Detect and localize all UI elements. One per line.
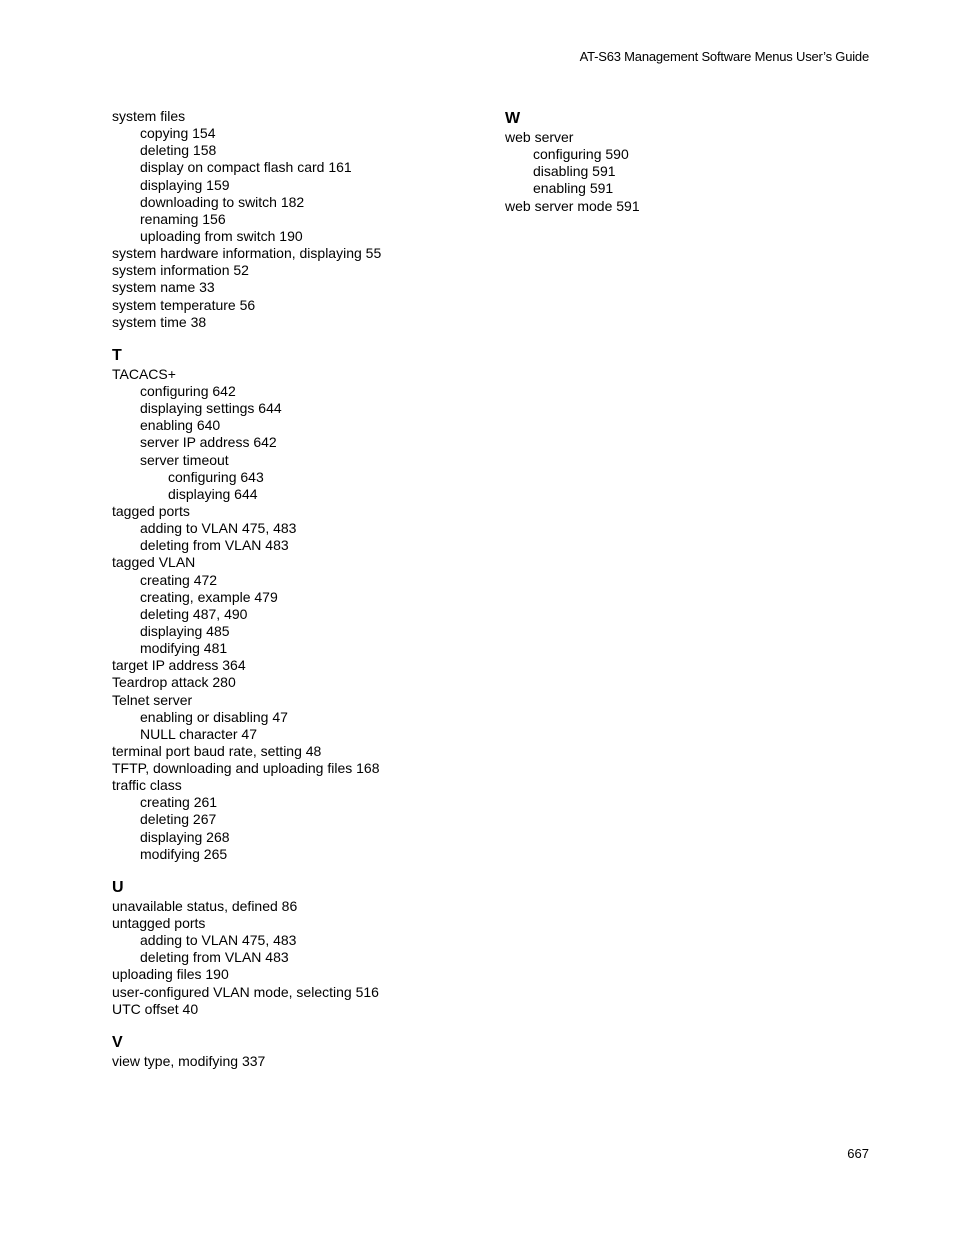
- index-subentry: creating 472: [140, 571, 218, 588]
- index-subentry: deleting 158: [140, 142, 217, 159]
- index-subentry: copying 154: [140, 125, 216, 142]
- index-subentry: configuring 590: [533, 146, 629, 163]
- index-entry: system information 52: [112, 262, 249, 279]
- index-entry: view type, modifying 337: [112, 1052, 266, 1069]
- index-subentry: server IP address 642: [140, 434, 277, 451]
- index-subentry: configuring 642: [140, 382, 236, 399]
- index-entry: target IP address 364: [112, 657, 246, 674]
- index-column-left: [112, 108, 472, 1070]
- index-entry: system temperature 56: [112, 296, 256, 313]
- index-subentry: displaying 268: [140, 828, 230, 845]
- page-header-title: AT-S63 Management Software Menus User’s Guide: [579, 49, 869, 64]
- index-subentry: enabling or disabling 47: [140, 708, 288, 725]
- index-subentry: displaying 159: [140, 176, 230, 193]
- index-subentry: modifying 481: [140, 640, 228, 657]
- index-entry: TACACS+: [112, 365, 176, 382]
- index-subentry: adding to VLAN 475, 483: [140, 932, 297, 949]
- index-entry: web server mode 591: [505, 197, 640, 214]
- index-entry: system files: [112, 108, 186, 124]
- index-subentry: renaming 156: [140, 210, 226, 227]
- index-subentry: modifying 265: [140, 845, 228, 862]
- index-subentry: disabling 591: [533, 163, 616, 180]
- index-entry: system name 33: [112, 279, 215, 296]
- index-subentry: creating, example 479: [140, 588, 278, 605]
- index-entry: user-configured VLAN mode, selecting 516: [112, 983, 379, 1000]
- index-entry: terminal port baud rate, setting 48: [112, 742, 322, 759]
- index-letter-heading: V: [112, 1033, 123, 1051]
- index-entry: tagged ports: [112, 502, 190, 519]
- index-subentry: NULL character 47: [140, 725, 257, 742]
- index-subentry: deleting 267: [140, 811, 217, 828]
- page-number: 667: [847, 1146, 869, 1161]
- index-subentry: deleting 487, 490: [140, 605, 248, 622]
- index-letter-heading: W: [505, 110, 521, 127]
- index-subentry: uploading from switch 190: [140, 227, 303, 244]
- index-subentry: server timeout: [140, 451, 229, 468]
- index-subentry: deleting from VLAN 483: [140, 949, 289, 966]
- index-subentry: downloading to switch 182: [140, 193, 305, 210]
- index-subentry: displaying 644: [168, 485, 258, 502]
- index-entry: system hardware information, displaying 55: [112, 245, 382, 262]
- index-subentry: deleting from VLAN 483: [140, 537, 289, 554]
- index-column-right: [505, 108, 865, 215]
- index-subentry: displaying settings 644: [140, 400, 282, 417]
- index-subentry: enabling 640: [140, 417, 221, 434]
- index-entry: Telnet server: [112, 691, 193, 708]
- index-entry: TFTP, downloading and uploading files 168: [112, 760, 380, 777]
- index-subentry: adding to VLAN 475, 483: [140, 520, 297, 537]
- index-subentry: configuring 643: [168, 468, 264, 485]
- index-entry: system time 38: [112, 313, 207, 330]
- index-subentry: creating 261: [140, 794, 218, 811]
- index-entry: traffic class: [112, 777, 182, 794]
- index-entry: unavailable status, defined 86: [112, 897, 298, 914]
- index-letter-heading: T: [112, 346, 122, 364]
- index-entry: UTC offset 40: [112, 1000, 199, 1017]
- index-entry: tagged VLAN: [112, 554, 196, 571]
- index-entry: uploading files 190: [112, 966, 229, 983]
- index-subentry: displaying 485: [140, 622, 230, 639]
- index-letter-heading: U: [112, 878, 124, 896]
- index-entry: Teardrop attack 280: [112, 674, 236, 691]
- index-entry: web server: [505, 129, 574, 145]
- index-subentry: enabling 591: [533, 180, 614, 197]
- index-entry: untagged ports: [112, 915, 206, 932]
- index-subentry: display on compact flash card 161: [140, 159, 352, 176]
